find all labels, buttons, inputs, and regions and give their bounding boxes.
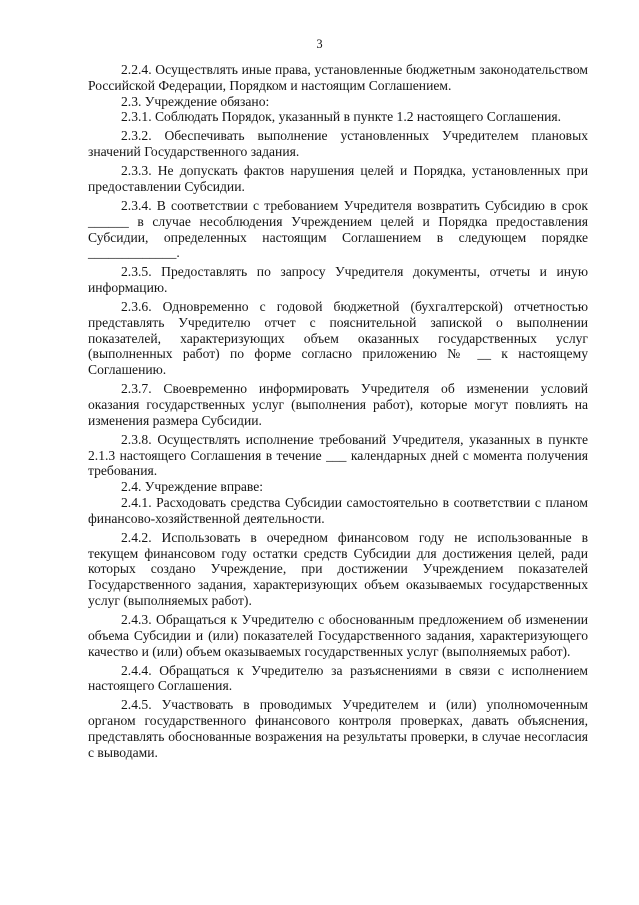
clause-2-4-3: 2.4.3. Обращаться к Учредителю с обоснованным предложением об изменении объема Субсидии и (или) показателей Государственного задания, характеризующего качество и (или) объем оказываемых государственных услуг (выполняемых работ).: [88, 611, 588, 659]
clause-2-4: 2.4. Учреждение вправе:: [121, 479, 264, 495]
clause-2-3-4: 2.3.4. В соответствии с требованием Учредителя возвратить Субсидию в срок ______ в случае несоблюдения Учреждением целей и Порядка предоставления Субсидии, определенных настоящим Соглашением в следующем порядке _____________.: [88, 197, 588, 261]
page-number: 3: [316, 37, 323, 51]
clause-2-3-2: 2.3.2. Обеспечивать выполнение установленных Учредителем плановых значений Государственного задания.: [88, 128, 588, 160]
clause-2-3-3: 2.3.3. Не допускать фактов нарушения целей и Порядка, установленных при предоставлении Субсидии.: [88, 163, 588, 194]
clause-2-3-8: 2.3.8. Осуществлять исполнение требований Учредителя, указанных в пункте 2.1.3 настоящего Соглашения в течение ___ календарных дней с момента получения требования.: [88, 431, 588, 479]
clause-2-2-4: 2.2.4. Осуществлять иные права, установленные бюджетным законодательством Российской Федерации, Порядком и настоящим Соглашением.: [88, 62, 588, 93]
clause-2-3-6: 2.3.6. Одновременно с годовой бюджетной (бухгалтерской) отчетностью представлять Учредителю отчет с пояснительной запиской о выполнении показателей, характеризующих объем оказанных государственных услуг (выполненных работ) по форме согласно приложению № __ к настоящему Соглашению.: [88, 299, 588, 378]
clause-2-4-2: 2.4.2. Использовать в очередном финансовом году не использованные в текущем финансовом году остатки средств Субсидии для достижения целей, ради которых создано Учреждение, при достижении Учреждением показателей Государственного задания, характеризующих объем оказываемых государственных услуг (выполняемых работ).: [88, 529, 588, 608]
clause-2-3: 2.3. Учреждение обязано:: [121, 93, 270, 109]
clause-2-3-1: 2.3.1. Соблюдать Порядок, указанный в пункте 1.2 настоящего Соглашения.: [121, 109, 562, 125]
clause-2-4-4: 2.4.4. Обращаться к Учредителю за разъяснениями в связи с исполнением настоящего Соглашения.: [88, 662, 588, 694]
clause-2-4-1: 2.4.1. Расходовать средства Субсидии самостоятельно в соответствии с планом финансово-хозяйственной деятельности.: [88, 495, 588, 526]
clause-2-3-7: 2.3.7. Своевременно информировать Учредителя об изменении условий оказания государственных услуг (выполнения работ), которые могут повлиять на изменения размера Субсидии.: [88, 381, 588, 428]
clause-2-3-5: 2.3.5. Предоставлять по запросу Учредителя документы, отчеты и иную информацию.: [88, 264, 588, 296]
clause-2-4-5: 2.4.5. Участвовать в проводимых Учредителем и (или) уполномоченным органом государственного финансового контроля проверках, давать объяснения, представлять обоснованные возражения на результаты проверки, в случае несогласия с выводами.: [88, 697, 588, 760]
agreement-text: [88, 62, 588, 761]
